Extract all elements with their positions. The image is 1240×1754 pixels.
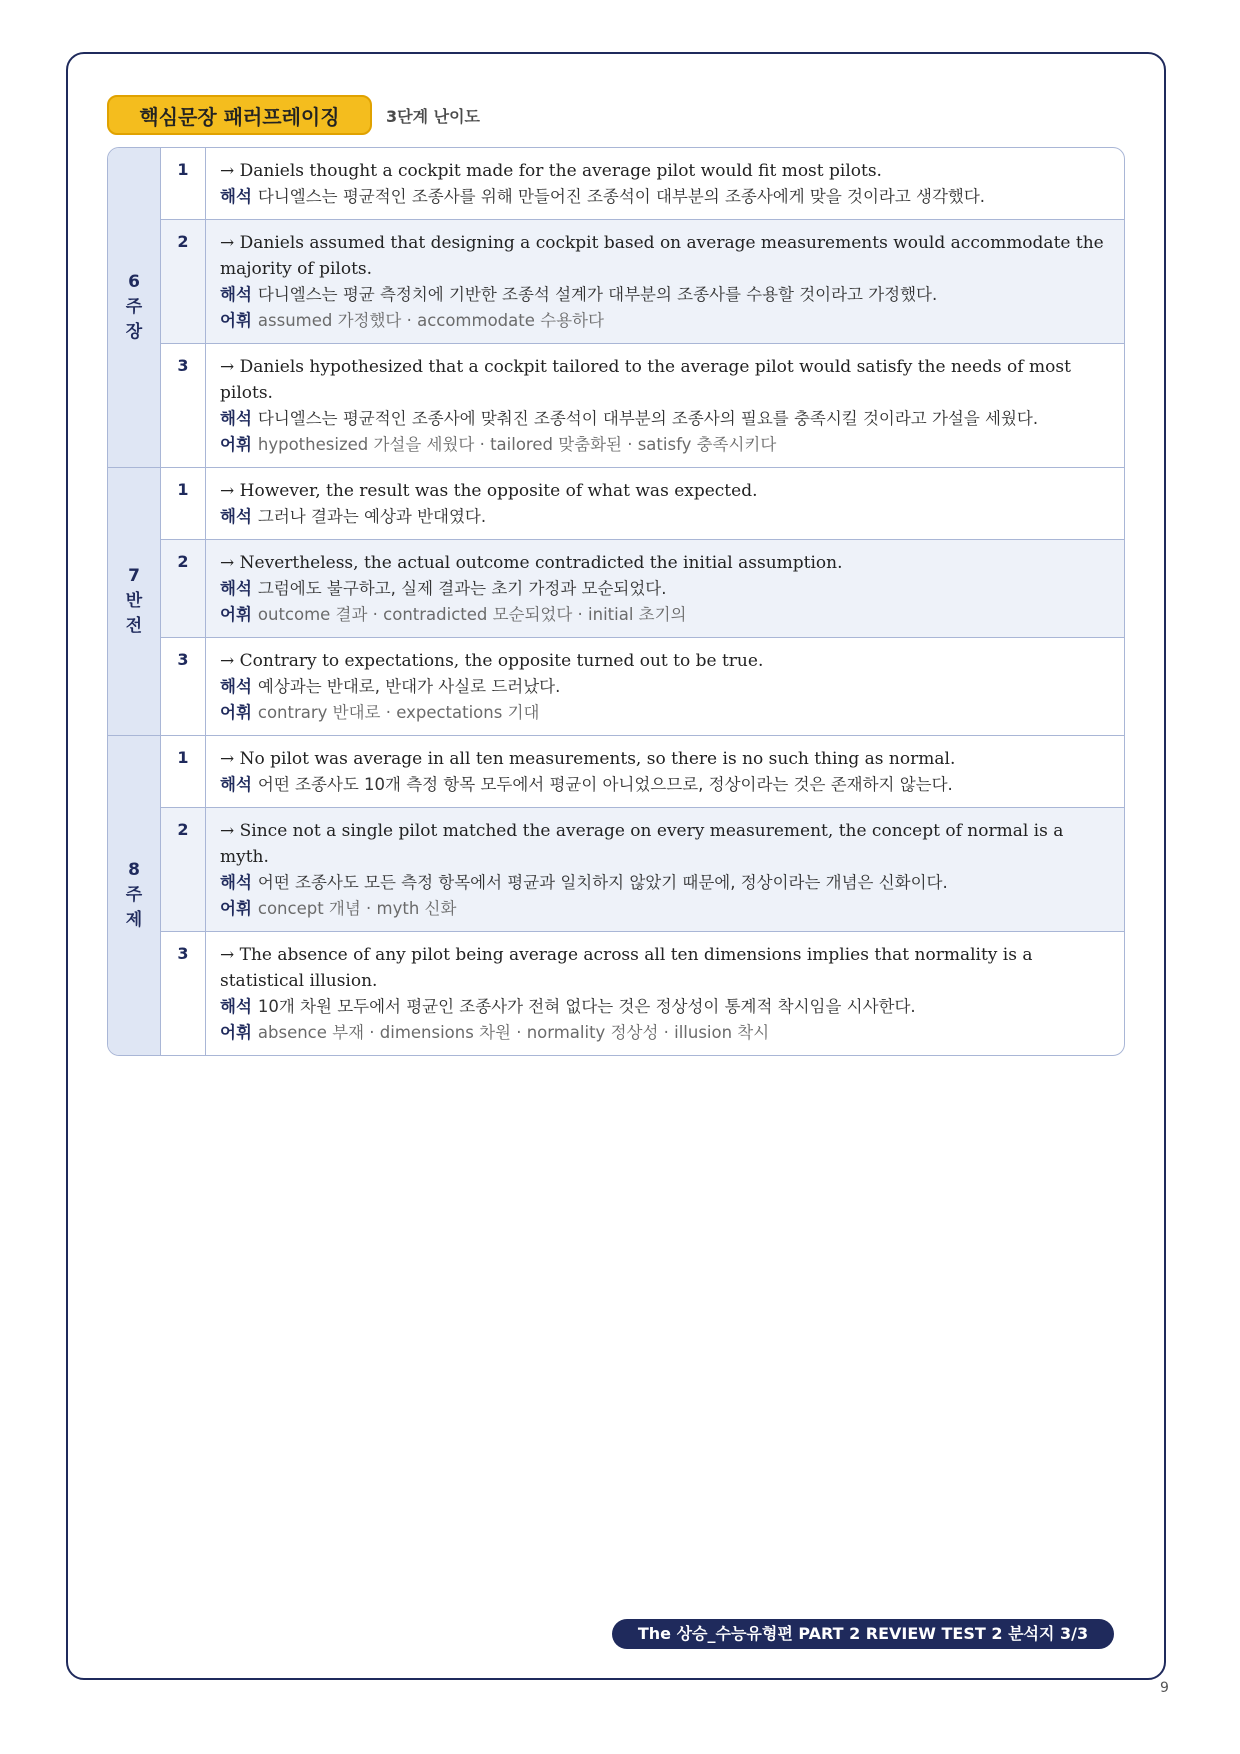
vocab-line: [220, 602, 1110, 628]
row-number: 3: [161, 932, 206, 1055]
vocab-list: hypothesized 가설을 세웠다 · tailored 맞춤화된 · satisfy 충족시키다: [257, 435, 777, 454]
paraphrase-row: [161, 219, 1124, 343]
vocab-list: concept 개념 · myth 신화: [257, 899, 457, 918]
translation-line: [220, 504, 1110, 530]
english-paraphrase: → No pilot was average in all ten measurements, so there is no such thing as normal.: [220, 749, 956, 769]
translation-tag: 해석: [220, 775, 252, 794]
row-number: 2: [161, 540, 206, 637]
paraphrase-row: [161, 468, 1124, 539]
translation-line: [220, 282, 1110, 308]
translation-line: [220, 772, 1110, 798]
english-paraphrase: → The absence of any pilot being average across all ten dimensions implies that normality is a statistical illusion.: [220, 945, 1033, 991]
paragraph-group: [108, 735, 1124, 1055]
vocab-tag: 어휘: [220, 899, 252, 918]
row-content: [206, 468, 1124, 539]
row-number: 3: [161, 344, 206, 467]
vocab-list: absence 부재 · dimensions 차원 · normality 정상성 · illusion 착시: [257, 1023, 770, 1042]
paraphrase-row: [161, 637, 1124, 735]
row-content: [206, 932, 1124, 1055]
translation-tag: 해석: [220, 409, 252, 428]
korean-translation: 10개 차원 모두에서 평균인 조종사가 전혀 없다는 것은 정상성이 통계적 착시임을 시사한다.: [257, 997, 916, 1016]
group-label-cell: [108, 736, 161, 1055]
group-label: 7 반 전: [125, 566, 143, 636]
row-content: [206, 344, 1124, 467]
vocab-list: contrary 반대로 · expectations 기대: [257, 703, 540, 722]
row-number: 1: [161, 468, 206, 539]
translation-line: [220, 406, 1110, 432]
paragraph-group: [108, 148, 1124, 467]
korean-translation: 예상과는 반대로, 반대가 사실로 드러났다.: [257, 677, 561, 696]
row-number: 1: [161, 736, 206, 807]
translation-tag: 해석: [220, 997, 252, 1016]
korean-translation: 그러나 결과는 예상과 반대였다.: [257, 507, 487, 526]
korean-translation: 다니엘스는 평균 측정치에 기반한 조종석 설계가 대부분의 조종사를 수용할 것이라고 가정했다.: [257, 285, 938, 304]
footer-title: The 상승_수능유형편 PART 2 REVIEW TEST 2 분석지 3/3: [612, 1619, 1114, 1649]
vocab-tag: 어휘: [220, 1023, 252, 1042]
group-label: 8 주 제: [125, 860, 143, 930]
vocab-line: [220, 896, 1110, 922]
difficulty-label: 3단계 난이도: [386, 106, 480, 126]
paraphrase-row: [161, 148, 1124, 219]
group-label-cell: [108, 148, 161, 467]
paraphrase-row: [161, 539, 1124, 637]
vocab-line: [220, 432, 1110, 458]
row-content: [206, 736, 1124, 807]
translation-line: [220, 994, 1110, 1020]
translation-tag: 해석: [220, 507, 252, 526]
vocab-tag: 어휘: [220, 703, 252, 722]
row-content: [206, 540, 1124, 637]
row-number: 2: [161, 220, 206, 343]
row-content: [206, 148, 1124, 219]
english-paraphrase: → Daniels thought a cockpit made for the average pilot would fit most pilots.: [220, 161, 882, 181]
vocab-line: [220, 1020, 1110, 1046]
translation-line: [220, 576, 1110, 602]
translation-line: [220, 674, 1110, 700]
vocab-line: [220, 308, 1110, 334]
paragraph-group: [108, 467, 1124, 735]
english-paraphrase: → Nevertheless, the actual outcome contradicted the initial assumption.: [220, 553, 843, 573]
korean-translation: 어떤 조종사도 모든 측정 항목에서 평균과 일치하지 않았기 때문에, 정상이라는 개념은 신화이다.: [257, 873, 948, 892]
paraphrase-row: [161, 931, 1124, 1055]
row-content: [206, 638, 1124, 735]
english-paraphrase: → Contrary to expectations, the opposite turned out to be true.: [220, 651, 764, 671]
korean-translation: 그럼에도 불구하고, 실제 결과는 초기 가정과 모순되었다.: [257, 579, 667, 598]
translation-line: [220, 870, 1110, 896]
vocab-tag: 어휘: [220, 605, 252, 624]
english-paraphrase: → Daniels assumed that designing a cockpit based on average measurements would accommodate the majority of pilots.: [220, 233, 1104, 279]
korean-translation: 어떤 조종사도 10개 측정 항목 모두에서 평균이 아니었으므로, 정상이라는 것은 존재하지 않는다.: [257, 775, 953, 794]
korean-translation: 다니엘스는 평균적인 조종사에 맞춰진 조종석이 대부분의 조종사의 필요를 충족시킬 것이라고 가설을 세웠다.: [257, 409, 1039, 428]
section-header: [107, 95, 480, 135]
row-number: 1: [161, 148, 206, 219]
row-number: 2: [161, 808, 206, 931]
vocab-tag: 어휘: [220, 435, 252, 454]
translation-tag: 해석: [220, 579, 252, 598]
paraphrase-row: [161, 807, 1124, 931]
paraphrase-row: [161, 343, 1124, 467]
english-paraphrase: → However, the result was the opposite of what was expected.: [220, 481, 758, 501]
translation-tag: 해석: [220, 187, 252, 206]
group-label-cell: [108, 468, 161, 735]
row-content: [206, 220, 1124, 343]
translation-tag: 해석: [220, 677, 252, 696]
translation-tag: 해석: [220, 285, 252, 304]
translation-line: [220, 184, 1110, 210]
row-number: 3: [161, 638, 206, 735]
translation-tag: 해석: [220, 873, 252, 892]
paraphrase-row: [161, 736, 1124, 807]
vocab-list: outcome 결과 · contradicted 모순되었다 · initial 초기의: [257, 605, 687, 624]
korean-translation: 다니엘스는 평균적인 조종사를 위해 만들어진 조종석이 대부분의 조종사에게 맞을 것이라고 생각했다.: [257, 187, 986, 206]
english-paraphrase: → Since not a single pilot matched the average on every measurement, the concept of normal is a myth.: [220, 821, 1064, 867]
vocab-line: [220, 700, 1110, 726]
paraphrase-table: [107, 147, 1125, 1056]
group-label: 6 주 장: [125, 272, 143, 342]
page-number: 9: [1160, 1680, 1169, 1696]
row-content: [206, 808, 1124, 931]
vocab-tag: 어휘: [220, 311, 252, 330]
vocab-list: assumed 가정했다 · accommodate 수용하다: [257, 311, 604, 330]
english-paraphrase: → Daniels hypothesized that a cockpit tailored to the average pilot would satisfy the needs of most pilots.: [220, 357, 1071, 403]
section-title-badge: 핵심문장 패러프레이징: [107, 95, 372, 135]
